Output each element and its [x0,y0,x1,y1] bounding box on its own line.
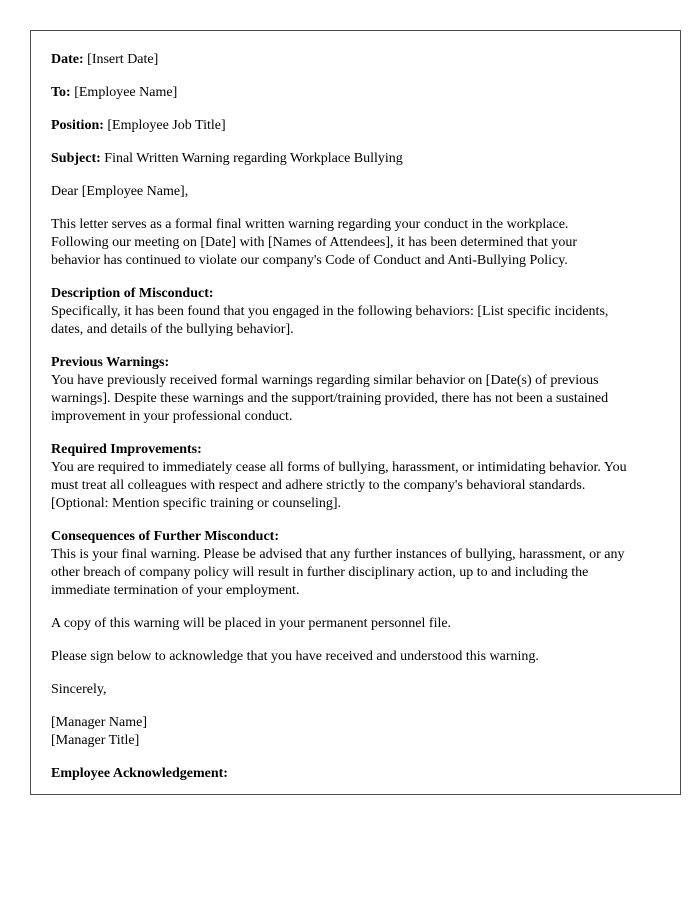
warning-letter-document [30,30,681,795]
signoff: Sincerely, [51,682,107,697]
meta-field-position [51,117,629,135]
intro-paragraph: This letter serves as a formal final written warning regarding your conduct in the workplace. Following our meeting on [Date] with [Names of Attendees], it has been determined that your behavior has continued to violate our company's Code of Conduct and Anti-Bullying Policy. [51,217,578,268]
manager-name-line: [Manager Name] [51,715,148,730]
section-body: Specifically, it has been found that you engaged in the following behaviors: [List specific incidents, dates, and details of the bullying behavior]. [51,304,609,337]
meta-label-subject: Subject: [51,151,101,166]
salutation: Dear [Employee Name], [51,184,189,199]
manager-title-line: [Manager Title] [51,733,140,748]
acknowledgement-heading-text: Employee Acknowledgement: [51,766,228,781]
section-heading: Required Improvements: [51,442,202,457]
signature-block [51,714,629,750]
meta-value-date: [Insert Date] [87,52,159,67]
meta-field-to [51,84,629,102]
acknowledgement-heading [51,765,629,783]
meta-label-to: To: [51,85,71,100]
closing-paragraph-personnel-file: A copy of this warning will be placed in your permanent personnel file. [51,616,452,631]
section-body: You have previously received formal warnings regarding similar behavior on [Date(s) of previous warnings]. Despite these warnings and the support/training provided, there has not been a sustained improvement in your professional conduct. [51,373,609,424]
meta-field-date [51,51,629,69]
section-heading: Description of Misconduct: [51,286,214,301]
meta-value-position: [Employee Job Title] [107,118,226,133]
section-required-improvements [51,441,629,513]
section-previous-warnings [51,354,629,426]
section-body: This is your final warning. Please be advised that any further instances of bullying, harassment, or any other breach of company policy will result in further disciplinary action, up to and including the immediate termination of your employment. [51,547,625,598]
section-heading: Previous Warnings: [51,355,170,370]
meta-label-position: Position: [51,118,104,133]
meta-field-subject [51,150,629,168]
meta-value-subject: Final Written Warning regarding Workplace Bullying [104,151,403,166]
meta-value-to: [Employee Name] [74,85,178,100]
section-consequences-of-further-misconduct [51,528,629,600]
section-body: You are required to immediately cease all forms of bullying, harassment, or intimidating behavior. You must treat all colleagues with respect and adhere strictly to the company's behavioral standards. [Optional: Mention specific training or counseling]. [51,460,627,511]
meta-label-date: Date: [51,52,84,67]
closing-paragraph-sign-below: Please sign below to acknowledge that you have received and understood this warning. [51,649,539,664]
section-description-of-misconduct [51,285,629,339]
section-heading: Consequences of Further Misconduct: [51,529,280,544]
